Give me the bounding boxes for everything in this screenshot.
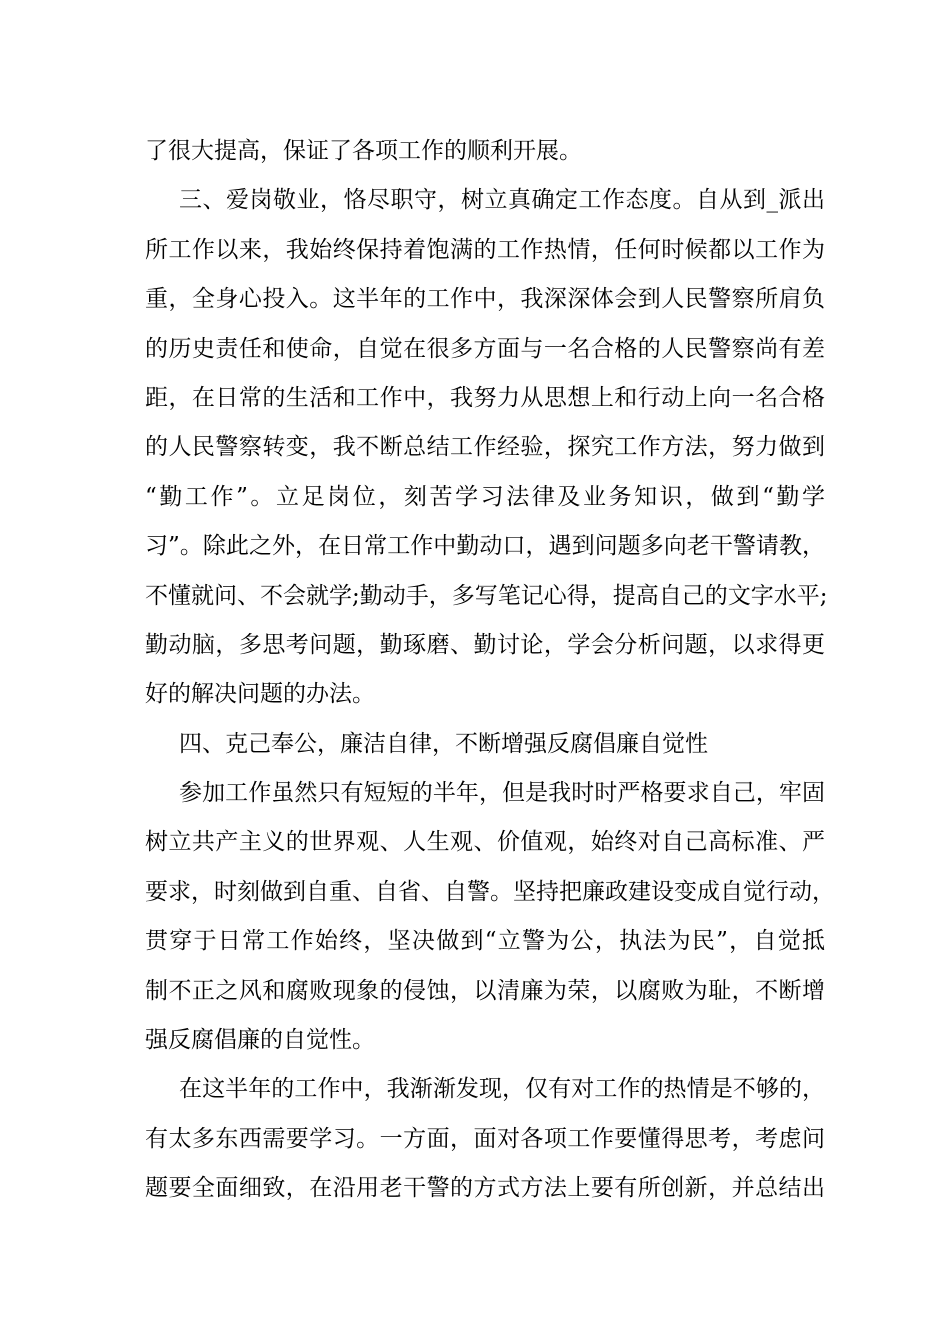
text-line: 在这半年的工作中，我渐渐发现，仅有对工作的热情是不够的， [179, 1076, 825, 1103]
text-line: “勤工作”。立足岗位，刻苦学习法律及业务知识，做到“勤学 [145, 483, 825, 510]
text-line: 勤动脑，多思考问题，勤琢磨、勤讨论，学会分析问题，以求得更 [145, 631, 825, 658]
text-line: 四、克己奉公，廉洁自律，不断增强反腐倡廉自觉性 [179, 730, 708, 757]
text-line: 的人民警察转变，我不断总结工作经验，探究工作方法，努力做到 [145, 434, 825, 461]
text-line: 的历史责任和使命，自觉在很多方面与一名合格的人民警察尚有差 [145, 335, 825, 362]
text-line: 制不正之风和腐败现象的侵蚀，以清廉为荣，以腐败为耻，不断增 [145, 977, 825, 1004]
text-line: 强反腐倡廉的自觉性。 [145, 1027, 375, 1054]
text-line: 要求，时刻做到自重、自省、自警。坚持把廉政建设变成自觉行动， [145, 878, 835, 905]
document-body [145, 127, 835, 1214]
text-line: 贯穿于日常工作始终，坚决做到“立警为公，执法为民”，自觉抵 [145, 928, 825, 955]
text-line: 三、爱岗敬业，恪尽职守，树立真确定工作态度。自从到_派出 [179, 187, 825, 214]
text-line: 了很大提高，保证了各项工作的顺利开展。 [145, 138, 582, 164]
text-line: 参加工作虽然只有短短的半年，但是我时时严格要求自己，牢固 [179, 780, 825, 807]
text-line: 有太多东西需要学习。一方面，面对各项工作要懂得思考，考虑问 [145, 1125, 825, 1152]
text-line: 不懂就问、不会就学;勤动手，多写笔记心得，提高自己的文字水平; [145, 582, 828, 609]
text-line: 重，全身心投入。这半年的工作中，我深深体会到人民警察所肩负 [145, 286, 825, 313]
text-line: 树立共产主义的世界观、人生观、价值观，始终对自己高标准、严 [145, 829, 825, 856]
text-line: 所工作以来，我始终保持着饱满的工作热情，任何时候都以工作为 [145, 236, 825, 263]
text-line: 好的解决问题的办法。 [145, 681, 375, 708]
text-line: 距，在日常的生活和工作中，我努力从思想上和行动上向一名合格 [145, 384, 825, 411]
text-line: 习”。除此之外，在日常工作中勤动口，遇到问题多向老干警请教， [145, 533, 825, 560]
text-line: 题要全面细致，在沿用老干警的方式方法上要有所创新，并总结出 [145, 1175, 825, 1202]
